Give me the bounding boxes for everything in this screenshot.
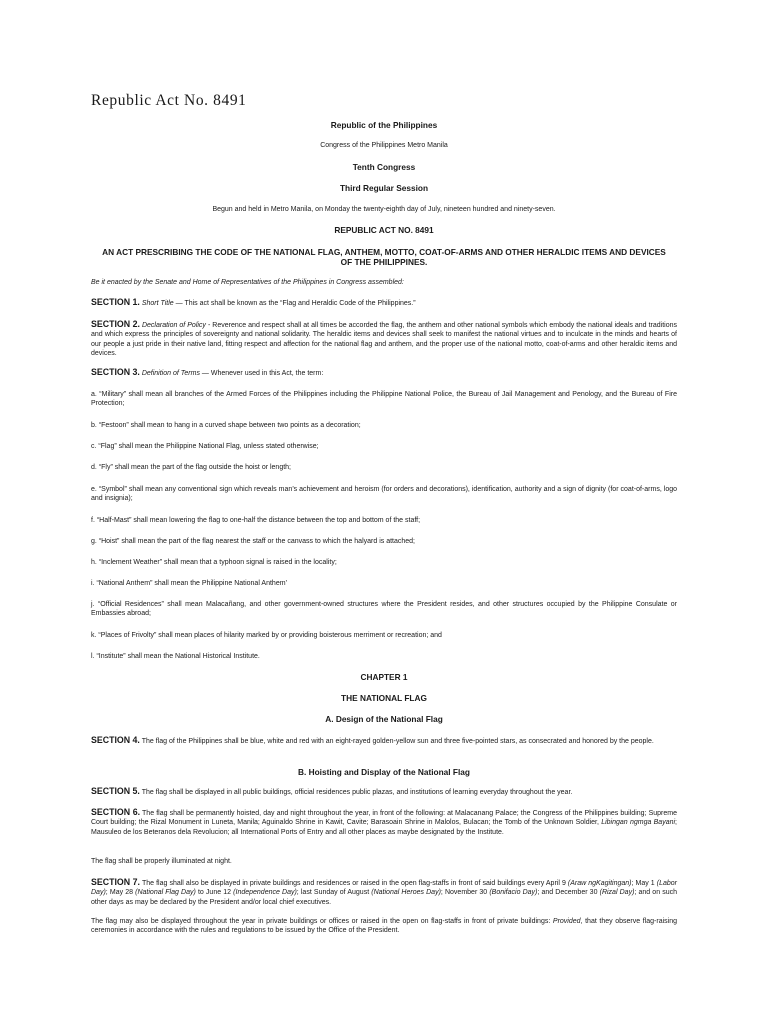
part-b-heading: B. Hoisting and Display of the National Flag: [298, 767, 470, 777]
holiday-name: (Araw ngKagitingan): [567, 880, 632, 887]
section-3: [91, 368, 677, 378]
section-heading: Declaration of Policy: [141, 322, 206, 329]
section-text: The flag shall be permanently hoisted, day and night throughout the year, in front of the following: at Malacanang Palace; the Congress of the Philippines building; Supreme Court building; the Rizal Monument in Luneta, Manila; Aguinaldo Shrine in Kawit, Cavite; Barasoain Shrine in Malolos, Bulacan; the Tomb of the Unknown Soldier,: [91, 810, 677, 827]
section-4: [91, 736, 677, 746]
section-text: ; and on such other days as may be declared by the President and/or local chief executives.: [91, 889, 678, 906]
holiday-name: (Bonifacio Day): [489, 889, 538, 897]
section-text: ; November 30: [440, 889, 490, 897]
section-label: SECTION 4.: [91, 735, 140, 745]
congress-number: Tenth Congress: [352, 162, 416, 172]
section-label: SECTION 2.: [91, 319, 140, 329]
section-text: The flag may also be displayed throughout the year in private buildings or offices or raised in the open on flag-staffs in front of private buildings:: [91, 918, 553, 925]
section-text: The flag of the Philippines shall be blue, white and red with an eight-rayed golden-yellow sun and three five-pointed stars, as consecrated and honored by the people.: [139, 738, 654, 745]
act-title-line-1: AN ACT PRESCRIBING THE CODE OF THE NATIONAL FLAG, ANTHEM, MOTTO, COAT-OF-ARMS AND OTHER HERALDIC ITEMS AND DEVICES: [102, 247, 666, 257]
section-text: The flag shall be displayed in all public buildings, official residences public plazas, and institutions of learning everyday throughout the year.: [139, 789, 573, 796]
session-heading: Third Regular Session: [339, 183, 429, 193]
section-text: — This act shall be known as the “Flag and Heraldic Code of the Philippines.”: [173, 300, 416, 307]
enacting-clause: Be it enacted by the Senate and Home of Representatives of the Philippines in Congress assembled:: [91, 279, 404, 286]
section-italic: Libingan ngmga Bayani: [601, 819, 676, 827]
term-g: g. “Hoist” shall mean the part of the flag nearest the staff or the canvass to which the halyard is attached;: [91, 538, 415, 545]
term-e: e. “Symbol” shall mean any conventional sign which reveals man’s achievement and heroism (for orders and decorations), identification, authority and a sign of dignity (for coat-of-arms, logo and insignia);: [91, 486, 677, 503]
section-5: [91, 787, 677, 797]
section-7: [91, 878, 677, 907]
holiday-name: (Rizal Day): [599, 889, 635, 897]
term-l: l. “Institute” shall mean the National Historical Institute.: [91, 653, 260, 660]
section-6-note: The flag shall be properly illuminated at night.: [91, 858, 232, 865]
section-text: to June 12: [195, 889, 234, 897]
section-7-paragraph-2: [91, 917, 677, 936]
section-text: ; last Sunday of August: [296, 889, 372, 897]
chapter-title: THE NATIONAL FLAG: [341, 693, 427, 703]
act-title-line-2: OF THE PHILIPPINES.: [340, 257, 428, 267]
term-c: c. “Flag” shall mean the Philippine National Flag, unless stated otherwise;: [91, 443, 319, 450]
section-label: SECTION 3.: [91, 367, 140, 377]
republic-heading: Republic of the Philippines: [330, 120, 438, 130]
section-italic: Provided: [552, 918, 581, 925]
term-i: i. “National Anthem” shall mean the Philippine National Anthem’: [91, 580, 288, 587]
section-text: ; Mausuleo de los Beteranos dela Revolucion; all International Ports of Entry and all other places as maybe designated by the Institute.: [91, 819, 677, 836]
section-text: - Reverence and respect shall at all times be accorded the flag, the anthem and other national symbols which embody the national ideals and traditions and which express the principles of sovereignty and national solidarity. The heraldic items and devices shall seek to manifest the national virtues and to inculcate in the minds and hearts of our people a just pride in their native land, fitting respect and affection for the national flag and anthem, and the proper use of the national motto, coat-of-arms and other heraldic items and devices.: [91, 322, 677, 358]
term-k: k. “Places of Frivolty” shall mean places of hilarity marked by or providing boisterous merriment or recreation; and: [91, 632, 442, 639]
document-title: Republic Act No. 8491: [91, 92, 247, 109]
holiday-name: (National Heroes Day): [371, 889, 441, 897]
section-text: ; May 28: [105, 889, 136, 897]
term-j: j. “Official Residences” shall mean Malacañang, and other government-owned structures where the President resides, and other structures occupied by the Philippine Consulate or Embassies abroad;: [91, 601, 677, 618]
chapter-number: CHAPTER 1: [360, 672, 408, 682]
act-number: REPUBLIC ACT NO. 8491: [334, 225, 434, 235]
section-text: ; and December 30: [537, 889, 600, 897]
term-f: f. “Half-Mast” shall mean lowering the flag to one-half the distance between the top and bottom of the staff;: [91, 517, 421, 524]
section-6: [91, 808, 677, 837]
holiday-name: (Labor Day): [91, 880, 677, 897]
section-2: [91, 320, 677, 359]
holiday-name: (National Flag Day): [135, 889, 196, 897]
section-heading: Short Title: [141, 300, 174, 307]
section-label: SECTION 6.: [91, 807, 141, 817]
section-text: ; May 1: [631, 880, 657, 887]
section-text: — Whenever used in this Act, the term:: [199, 370, 324, 377]
term-b: b. “Festoon” shall mean to hang in a curved shape between two points as a decoration;: [91, 422, 361, 429]
section-1: [91, 298, 677, 308]
section-text: The flag shall also be displayed in private buildings and residences or raised in the open flag-staffs in front of said buildings every April 9: [140, 880, 568, 887]
section-label: SECTION 5.: [91, 786, 140, 796]
section-label: SECTION 7.: [91, 877, 141, 887]
section-label: SECTION 1.: [91, 297, 140, 307]
holiday-name: (Independence Day): [233, 889, 297, 897]
part-a-heading: A. Design of the National Flag: [325, 714, 443, 724]
section-heading: Definition of Terms: [141, 370, 200, 377]
section-text: , that they observe flag-raising ceremonies in accordance with the rules and regulations to be issued by the Office of the President.: [91, 918, 677, 935]
term-d: d. “Fly” shall mean the part of the flag outside the hoist or length;: [91, 464, 291, 471]
congress-line: Congress of the Philippines Metro Manila: [320, 142, 448, 149]
term-h: h. “Inclement Weather” shall mean that a typhoon signal is raised in the locality;: [91, 559, 337, 566]
begun-line: Begun and held in Metro Manila, on Monday the twenty-eighth day of July, nineteen hundred and ninety-seven.: [212, 206, 556, 213]
term-a: a. “Military” shall mean all branches of the Armed Forces of the Philippines including the Philippine National Police, the Bureau of Jail Management and Penology, and the Bureau of Fire Protection;: [91, 391, 677, 408]
